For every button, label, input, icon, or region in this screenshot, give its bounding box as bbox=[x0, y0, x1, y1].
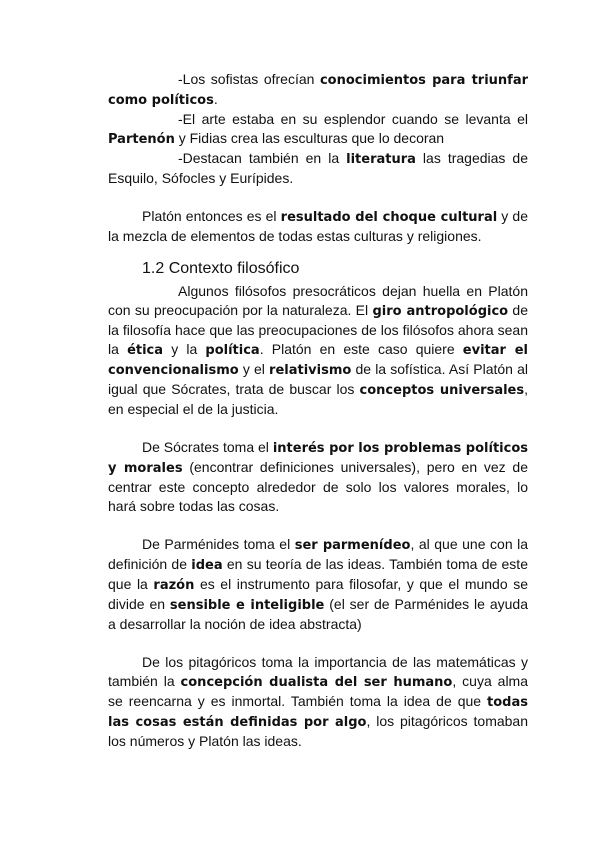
paragraph-presocraticos: Algunos filósofos presocráticos dejan huella en Platón con su preocupación por la naturaleza. El giro antropológico de la filosofía hace que las preocupaciones de los filósofos ahora sean la ética y la política. Platón en este caso quiere evitar el convencionalismo y el relativismo de la sofística. Así Platón al igual que Sócrates, trata de buscar los conceptos universales, en especial el de la justicia. bbox=[108, 283, 528, 417]
paragraph-arte: -El arte estaba en su esplendor cuando se levanta el Partenón y Fidias crea las esculturas que lo decoran bbox=[108, 111, 528, 147]
paragraph-pitagoricos: De los pitagóricos toma la importancia de las matemáticas y también la concepción dualista del ser humano, cuya alma se reencarna y es inmortal. También toma la idea de que todas las cosas están definidas por algo, los pitagóricos tomaban los números y Platón las ideas. bbox=[108, 654, 529, 749]
paragraph-parmenides: De Parménides toma el ser parmenídeo, al que une con la definición de idea en su teoría de las ideas. También toma de este que la razón es el instrumento para filosofar, y que el mundo se divide en sensible e inteligible (el ser de Parménides le ayuda a desarrollar la noción de idea abstracta) bbox=[108, 536, 529, 632]
intro-block bbox=[108, 70, 528, 246]
context-block bbox=[108, 282, 528, 751]
section-heading: 1.2 Contexto filosófico bbox=[142, 260, 300, 277]
paragraph-choque-cultural: Platón entonces es el resultado del choque cultural y de la mezcla de elementos de todas estas culturas y religiones. bbox=[108, 208, 528, 244]
paragraph-socrates: De Sócrates toma el interés por los problemas políticos y morales (encontrar definiciones universales), pero en vez de centrar este concepto alrededor de solo los valores morales, lo hará sobre todas las cosas. bbox=[108, 439, 529, 514]
paragraph-literatura: -Destacan también en la literatura las tragedias de Esquilo, Sófocles y Eurípides. bbox=[108, 150, 528, 186]
paragraph-sofistas: -Los sofistas ofrecían conocimientos para triunfar como políticos. bbox=[108, 71, 528, 108]
